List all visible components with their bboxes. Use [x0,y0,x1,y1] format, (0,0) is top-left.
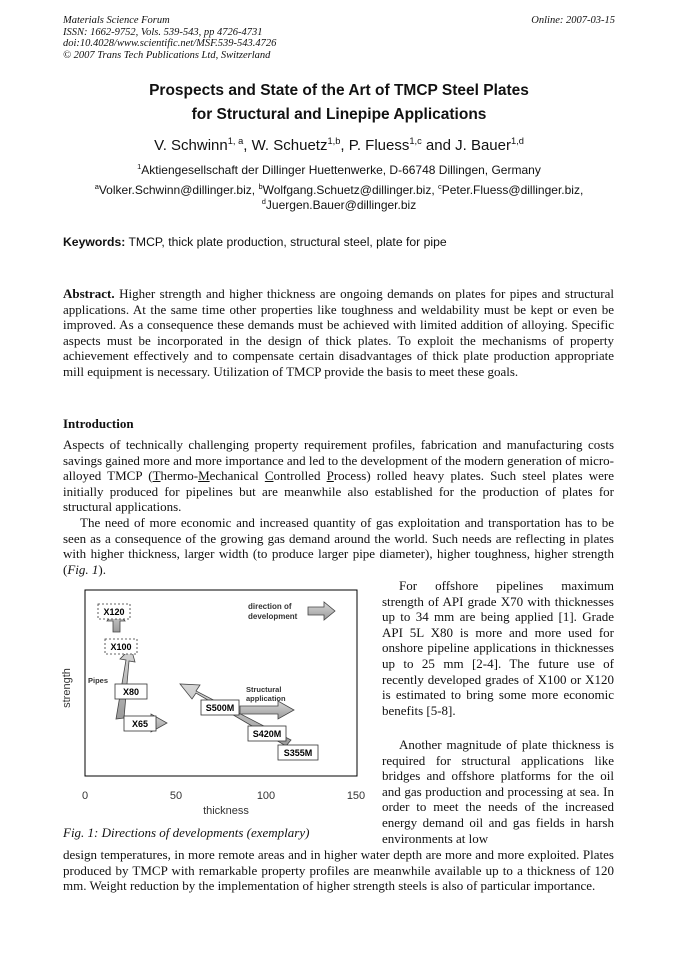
author-sup: 1,d [511,136,524,146]
text-run: hermo- [160,468,199,484]
intro-paragraph-5: design temperatures, in more remote areas and in higher water depth are more and more exploited. Plates produced by TMCP with remarkable property profiles are meanwhile available up to a thickness of 120 mm. Weight reduction by the implementation of higher strength steels is also of particular importance. [63,847,614,894]
online-date: Online: 2007-03-15 [531,15,615,26]
email-sup: c [437,182,442,191]
abstract-text: Higher strength and higher thickness are ongoing demands on plates for pipes and structural applications. At the same time other properties like toughness and weldability must be kept or even be improved. As a consequence these demands must be achieved with limited addition of alloying. Specific aspects must be incorporated in the design of thick plates. To exploit the mechanisms of property achievement effectively and to compensate certain disadvantages of thick plate production appropriate mill equipment is necessary. Utilization of TMCP provide the basis to meet these goals. [63,286,614,379]
text-run: M [198,468,210,484]
keywords-text: TMCP, thick plate production, structural steel, plate for pipe [125,235,447,249]
author-sup: 1,b [327,136,341,146]
section-heading-introduction: Introduction [63,416,134,431]
text-run: ontrolled [273,468,327,484]
text-run: Aspects of technically challenging property requirement profiles, fabrication and manufacturing costs savings gained more and more importance and led to the development of the modern generation of micro-alloyed TMCP ( [63,437,614,484]
copyright: © 2007 Trans Tech Publications Ltd, Switzerland [63,49,271,61]
grade-label-x120: X120 [103,607,125,617]
affiliation-text: Aktiengesellschaft der Dillinger Huettenwerke, D-66748 Dillingen, Germany [141,163,541,177]
x-tick-50: 50 [169,790,183,802]
email-sup: d [261,197,266,206]
author-sup: 1, a [227,136,244,146]
text-run: P [326,468,334,484]
text-run: C [264,468,274,484]
author-sep: , [243,137,252,154]
journal-name: Materials Science Forum [63,15,170,26]
y-axis-label: strength [61,668,73,708]
text-run: ) rolled heavy plates. Such steel plates were initially produced for pipelines but are meanwhile also established for the production of plates for structural applications. [63,468,614,515]
intro-paragraph-2 [63,515,614,577]
email-link[interactable]: Juergen.Bauer@dillinger.biz [265,198,417,212]
author-name: V. Schwinn [154,137,228,154]
intro-paragraph-1 [63,437,614,515]
author-sep: , [340,137,349,154]
grade-label-x100: X100 [110,642,132,652]
paper-title-line-1: Prospects and State of the Art of TMCP Steel Plates [149,82,529,99]
text-run: T [152,468,161,484]
email-link[interactable]: Wolfgang.Schuetz@dillinger.biz, [262,183,438,197]
structural-label-line-1: Structural [246,685,282,694]
intro-paragraph-3: For offshore pipelines maximum strength of API grade X70 with thicknesses up to 34 mm are being applied [1]. Grade API 5L X80 is more and more used for onshore pipeline applications in thicknesses up to 25 mm [2-4]. The future use of recently developed grades of X100 or X120 is estimated to bring some more economic benefits [5-8]. [382,578,614,718]
text-run: echanical [209,468,265,484]
text-run: ). [98,561,106,577]
x-tick-100: 100 [256,790,276,802]
email-link[interactable]: Peter.Fluess@dillinger.biz, [441,183,584,197]
text-run: The need of more economic and increased quantity of gas exploitation and transportation has to be seen as a consequence of the growing gas demand around the world. Such needs are reflecting in plates with higher thickness, larger width (to produce larger pipe diameter), higher toughness, higher strength ( [63,515,614,577]
paper-title-line-2: for Structural and Linepipe Applications [191,106,487,123]
affiliation-sup: 1 [137,162,142,171]
keywords [63,235,447,249]
direction-label-line-2: development [248,612,298,621]
email-sup: a [94,182,99,191]
author-sup: 1,c [409,136,422,146]
author-name: W. Schuetz [251,137,328,154]
author-sep: and [421,137,456,154]
doi: doi:10.4028/www.scientific.net/MSF.539-543.4726 [63,38,277,49]
figure-reference[interactable]: Fig. 1 [67,561,99,577]
author-name: P. Fluess [348,137,410,154]
abstract [63,286,614,380]
text-run: rocess [333,468,367,484]
grade-label-s355m: S355M [283,748,313,758]
direction-label-line-1: direction of [248,602,292,611]
email-sup: b [258,182,263,191]
x-tick-0: 0 [81,790,89,802]
affiliation [40,163,638,177]
grade-label-x65: X65 [131,719,149,729]
x-axis-label: thickness [203,805,249,817]
grade-label-s420m: S420M [252,729,282,739]
email-link[interactable]: Volker.Schwinn@dillinger.biz, [98,183,259,197]
journal-header [63,15,615,61]
intro-paragraph-4: Another magnitude of plate thickness is required for structural applications like bridges and offshore platforms for the oil and gas production and processing at sea. In order to meet the needs of the increased energy demand oil and gas fields in harsh environments at low [382,737,614,846]
figure-caption: Fig. 1: Directions of developments (exemplary) [63,825,310,840]
x-tick-150: 150 [346,790,366,802]
emails [40,183,638,213]
keywords-label: Keywords: [63,235,126,249]
abstract-label: Abstract. [63,286,115,301]
structural-label-line-2: application [246,694,286,703]
authors [40,137,638,154]
grade-label-s500m: S500M [205,703,235,713]
issn: ISSN: 1662-9752, Vols. 539-543, pp 4726-4731 [63,26,263,38]
pipes-label: Pipes [88,676,109,685]
figure-1-chart [56,588,376,823]
author-name: J. Bauer [455,137,511,154]
grade-label-x80: X80 [122,687,140,697]
